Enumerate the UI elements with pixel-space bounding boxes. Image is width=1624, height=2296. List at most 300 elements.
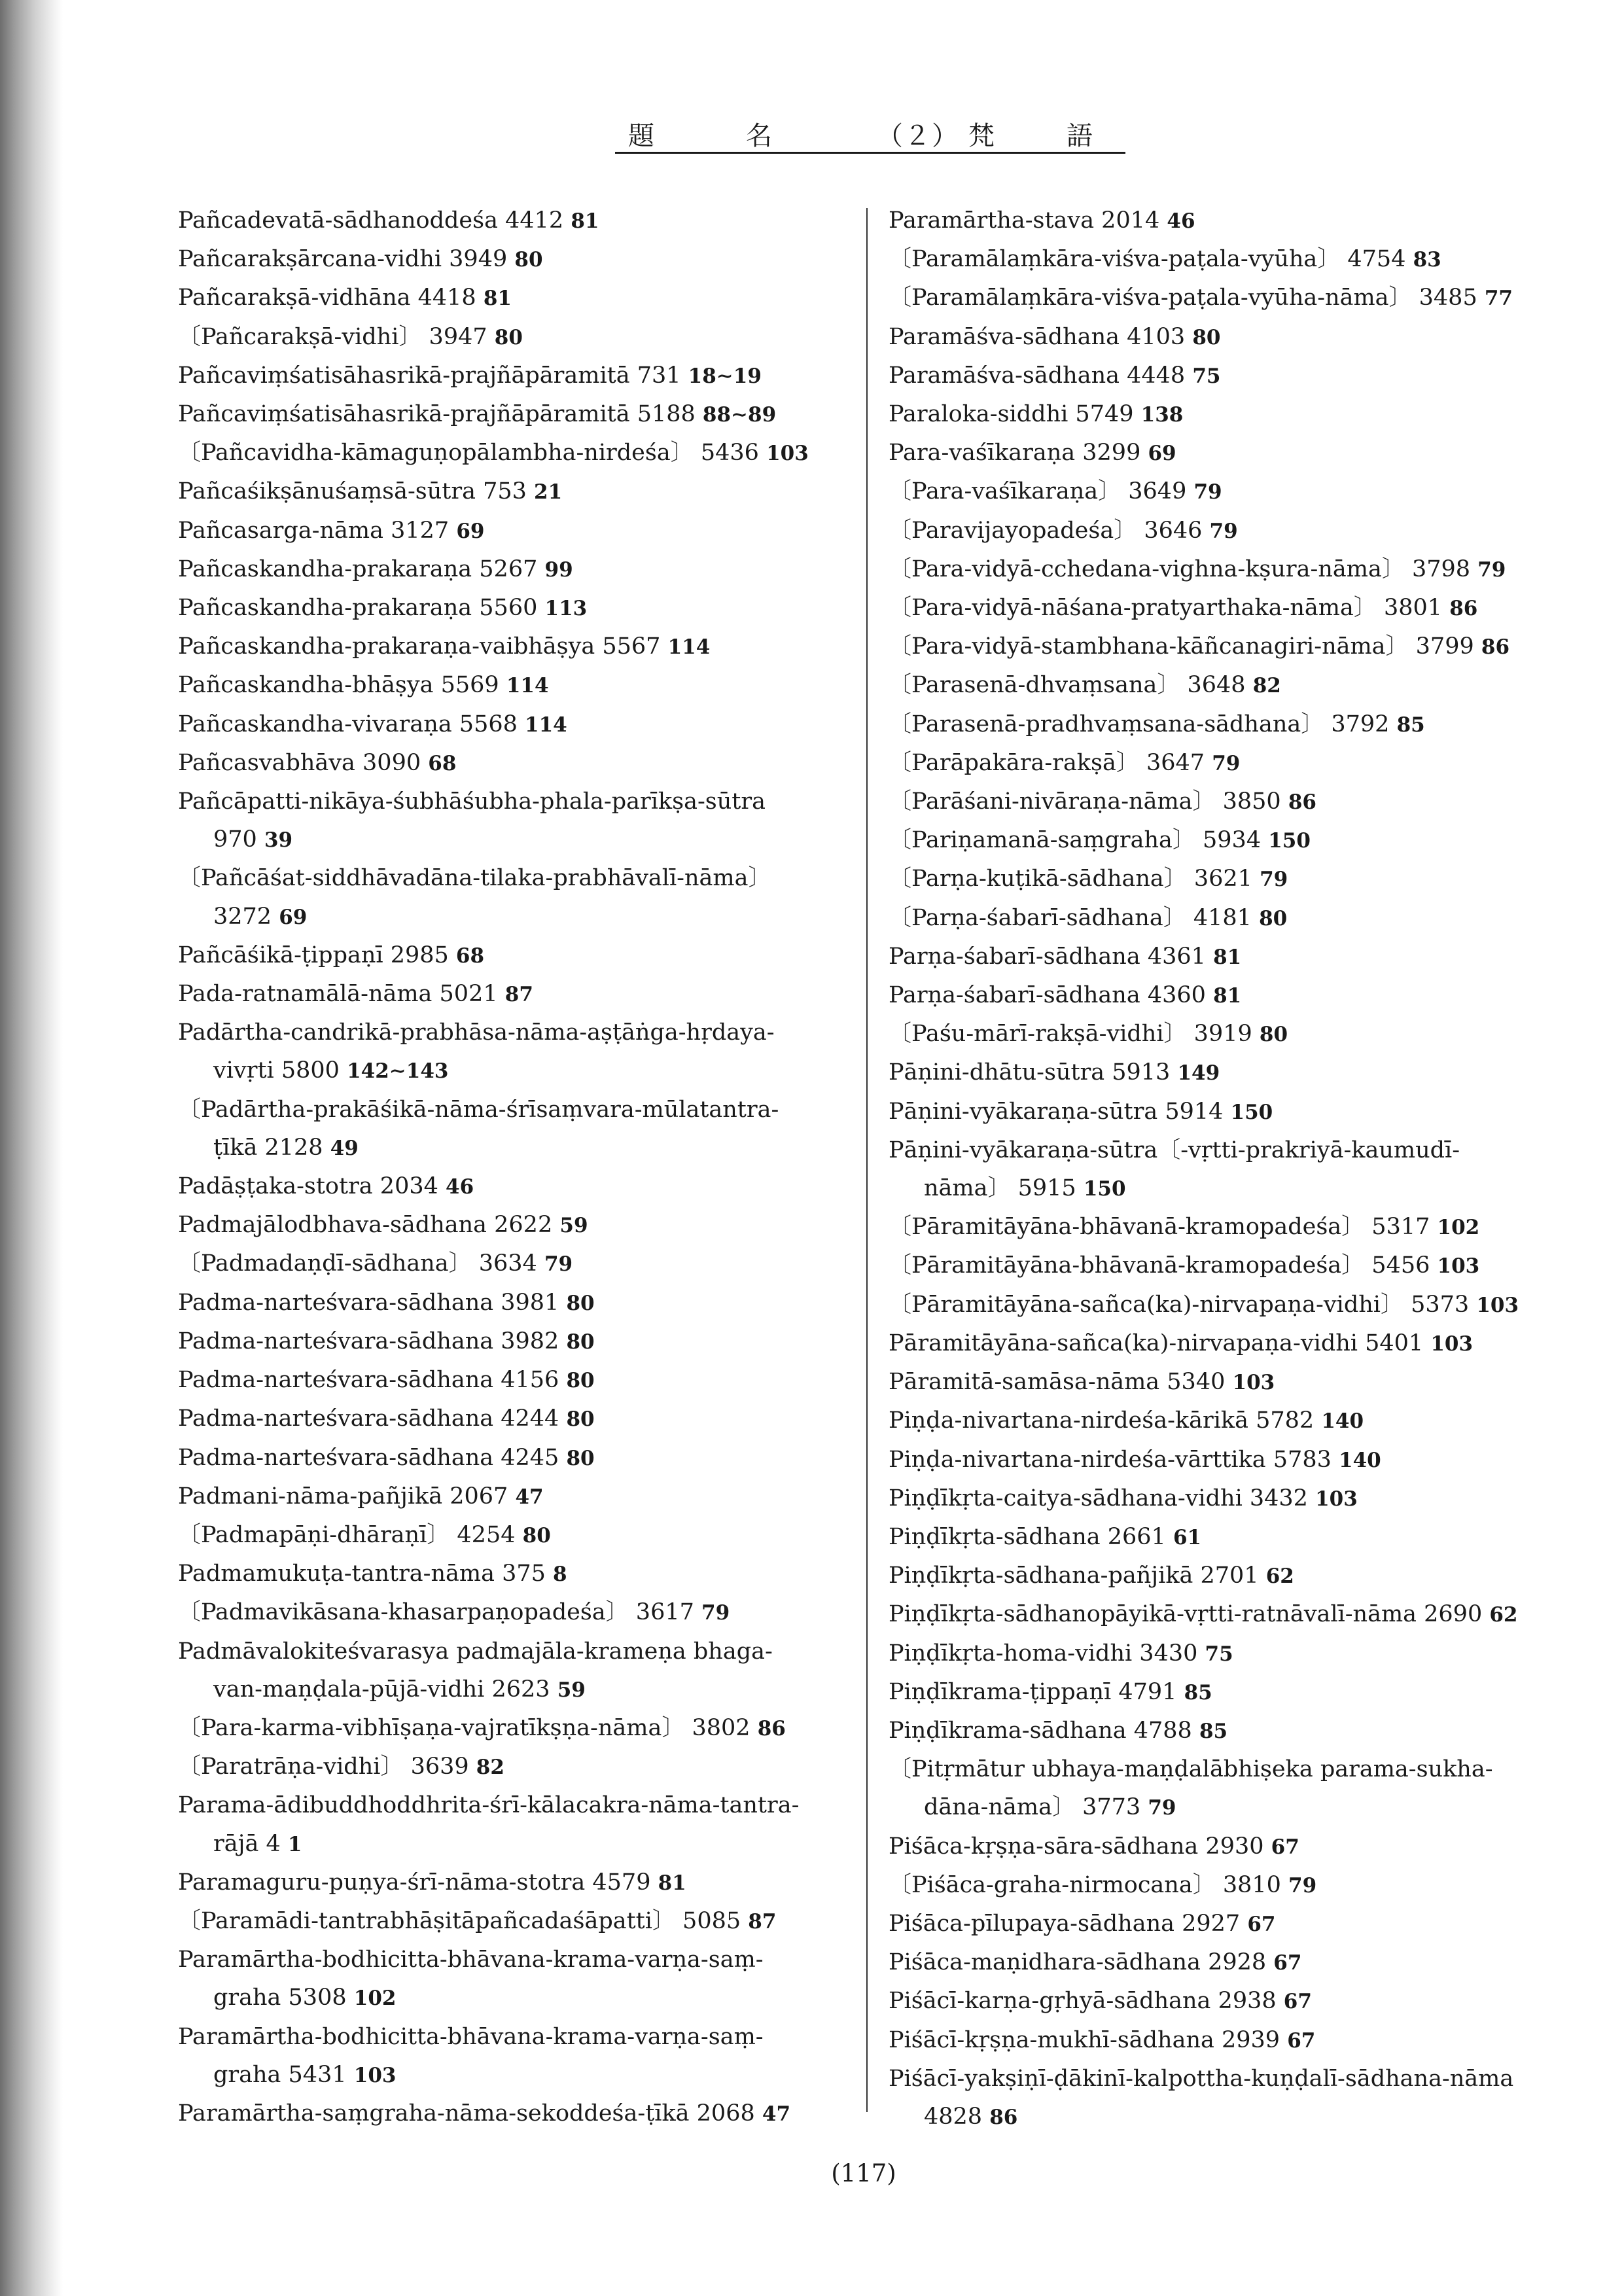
entry-page-number: 79 xyxy=(1288,1873,1317,1898)
index-entry xyxy=(889,1557,1557,1595)
index-entry xyxy=(889,1518,1557,1557)
entry-page-number: 80 xyxy=(522,1523,551,1547)
index-entry xyxy=(178,705,858,744)
index-entry xyxy=(889,1093,1557,1131)
entry-title: Piṇḍīkrama-sādhana 4788 xyxy=(889,1717,1192,1744)
entry-page-number: 39 xyxy=(264,828,293,853)
index-entry xyxy=(889,1131,1557,1169)
entry-title: 〔Parāśani-nivāraṇa-nāma〕 3850 xyxy=(889,788,1281,815)
entry-page-number: 68 xyxy=(428,751,457,775)
index-entry xyxy=(178,2094,858,2133)
entry-page-number: 80 xyxy=(1259,1023,1288,1047)
index-entry xyxy=(178,1786,858,1824)
index-entry xyxy=(889,1673,1557,1712)
entry-title: Piṇḍīkṛta-sādhana-pañjikā 2701 xyxy=(889,1563,1259,1589)
entry-page-number: 85 xyxy=(1199,1719,1228,1743)
entry-title: 〔Paramālaṃkāra-viśva-paṭala-vyūha〕 4754 xyxy=(889,246,1406,273)
header-section-number: （２） xyxy=(877,121,959,151)
index-entry-continuation xyxy=(178,1051,858,1090)
entry-title: Pañcaviṃśatisāhasrikā-prajñāpāramitā 5188 xyxy=(178,401,696,428)
entry-title: Padma-narteśvara-sādhana 3982 xyxy=(178,1328,559,1354)
entry-title: Para-vaśīkaraṇa 3299 xyxy=(889,440,1141,467)
entry-page-number: 103 xyxy=(1437,1254,1480,1279)
entry-page-number: 86 xyxy=(1481,635,1510,660)
index-entry-continuation xyxy=(889,1788,1557,1827)
entry-title: Piśācī-yakṣiṇī-ḍākinī-kalpottha-kuṇḍalī-sādhana-nāma xyxy=(889,2065,1514,2092)
entry-title: 〔Paramālaṃkāra-viśva-paṭala-vyūha-nāma〕 3485 xyxy=(889,285,1477,311)
header-section-char-1: 梵 xyxy=(968,121,996,151)
page-number: (117) xyxy=(831,2159,896,2187)
index-entry xyxy=(889,512,1557,550)
entry-title: ṭīkā 2128 xyxy=(213,1134,323,1161)
entry-page-number: 103 xyxy=(1476,1293,1519,1317)
entry-page-number: 75 xyxy=(1205,1642,1233,1666)
header-title-char-2: 名 xyxy=(746,121,773,151)
index-entry xyxy=(889,1866,1557,1905)
entry-page-number: 18∼19 xyxy=(688,364,762,388)
entry-title: Pañcadevatā-sādhanoddeśa 4412 xyxy=(178,207,564,234)
entry-page-number: 102 xyxy=(1437,1216,1480,1240)
index-entry xyxy=(178,318,858,357)
entry-page-number: 79 xyxy=(544,1252,573,1277)
entry-title: Paraloka-siddhi 5749 xyxy=(889,401,1134,428)
entry-page-number: 83 xyxy=(1413,248,1441,272)
index-entry xyxy=(889,1053,1557,1092)
entry-title: Padmani-nāma-pañjikā 2067 xyxy=(178,1483,508,1510)
entry-page-number: 103 xyxy=(1430,1332,1474,1356)
index-entry xyxy=(178,1167,858,1206)
entry-page-number: 59 xyxy=(559,1214,588,1238)
entry-page-number: 79 xyxy=(1148,1796,1176,1820)
index-entry xyxy=(178,1902,858,1941)
entry-page-number: 69 xyxy=(279,905,308,929)
entry-title: 〔Pariṇamanā-saṃgraha〕 5934 xyxy=(889,827,1262,854)
index-entry xyxy=(178,627,858,666)
index-entry xyxy=(178,240,858,279)
index-entry xyxy=(178,1400,858,1438)
entry-title: Piṇḍīkṛta-sādhanopāyikā-vṛtti-ratnāvalī-nāma 2690 xyxy=(889,1601,1483,1628)
index-entry xyxy=(889,395,1557,434)
entry-page-number: 47 xyxy=(515,1485,544,1509)
entry-page-number: 86 xyxy=(989,2105,1018,2129)
entry-title: Padāṣṭaka-stotra 2034 xyxy=(178,1173,438,1200)
entry-page-number: 103 xyxy=(766,442,809,466)
index-entry xyxy=(889,472,1557,511)
index-entry xyxy=(889,1402,1557,1440)
entry-page-number: 140 xyxy=(1321,1409,1364,1434)
index-entry xyxy=(178,783,858,821)
entry-page-number: 103 xyxy=(1232,1371,1275,1395)
entry-page-number: 80 xyxy=(566,1407,595,1432)
index-entry-continuation xyxy=(889,1169,1557,1208)
entry-page-number: 67 xyxy=(1273,1951,1302,1975)
entry-title: Piṇḍīkrama-ṭippaṇī 4791 xyxy=(889,1678,1177,1705)
index-entry xyxy=(889,1905,1557,1943)
index-entry xyxy=(889,589,1557,627)
index-entry xyxy=(889,899,1557,938)
entry-page-number: 149 xyxy=(1177,1061,1220,1086)
entry-title: Parṇa-śabarī-sādhana 4360 xyxy=(889,982,1206,1009)
entry-title: Pañcaskandha-vivaraṇa 5568 xyxy=(178,711,518,737)
index-entry xyxy=(178,472,858,511)
index-entry xyxy=(889,1634,1557,1673)
header-title-char-1: 題 xyxy=(628,121,656,151)
entry-title: Paramāśva-sādhana 4448 xyxy=(889,362,1186,389)
entry-title: Pāramitā-samāsa-nāma 5340 xyxy=(889,1369,1226,1396)
index-entry xyxy=(889,279,1557,317)
entry-title: Pañcaskandha-prakaraṇa 5267 xyxy=(178,556,538,582)
entry-title: 〔Para-vidyā-nāśana-pratyarthaka-nāma〕 3801 xyxy=(889,595,1443,622)
entry-page-number: 86 xyxy=(757,1716,786,1740)
entry-page-number: 1 xyxy=(287,1832,302,1856)
index-entry xyxy=(178,202,858,240)
entry-page-number: 81 xyxy=(1213,945,1242,969)
entry-page-number: 46 xyxy=(446,1175,474,1199)
index-entry xyxy=(178,1206,858,1245)
index-entry xyxy=(889,1595,1557,1634)
entry-title: 〔Paratrāṇa-vidhi〕 3639 xyxy=(178,1754,469,1780)
index-entry xyxy=(889,434,1557,472)
entry-page-number: 103 xyxy=(1315,1487,1358,1511)
entry-title: Paramāśva-sādhana 4103 xyxy=(889,323,1186,350)
index-entry xyxy=(178,1709,858,1748)
entry-page-number: 46 xyxy=(1167,209,1195,233)
entry-title: 〔Parṇa-kuṭikā-sādhana〕 3621 xyxy=(889,866,1252,892)
entry-page-number: 87 xyxy=(748,1909,777,1934)
entry-page-number: 67 xyxy=(1271,1835,1299,1859)
entry-title: vivṛti 5800 xyxy=(213,1057,340,1084)
entry-title: Pañcarakṣārcana-vidhi 3949 xyxy=(178,246,508,273)
entry-title: Piśācī-karṇa-gṛhyā-sādhana 2938 xyxy=(889,1988,1277,2015)
index-entry-continuation xyxy=(178,1129,858,1167)
entry-title: 〔Para-vidyā-stambhana-kāñcanagiri-nāma〕 3799 xyxy=(889,633,1474,660)
entry-page-number: 150 xyxy=(1083,1177,1126,1201)
entry-page-number: 80 xyxy=(514,248,543,272)
entry-title: Pañcāpatti-nikāya-śubhāśubha-phala-parīkṣa-sūtra xyxy=(178,788,766,815)
index-entry xyxy=(889,1982,1557,2021)
index-entry xyxy=(889,357,1557,395)
entry-page-number: 61 xyxy=(1173,1525,1202,1549)
entry-title: 〔Para-vaśīkaraṇa〕 3649 xyxy=(889,478,1187,505)
entry-page-number: 80 xyxy=(566,1291,595,1315)
index-entry xyxy=(889,860,1557,898)
entry-page-number: 81 xyxy=(658,1871,686,1895)
index-entry xyxy=(889,240,1557,279)
entry-title: graha 5431 xyxy=(213,2061,347,2088)
entry-title: Pañcaskandha-prakaraṇa 5560 xyxy=(178,595,538,622)
entry-title: Pañcasarga-nāma 3127 xyxy=(178,517,450,544)
index-entry xyxy=(889,1828,1557,1866)
index-entry xyxy=(889,1712,1557,1750)
entry-page-number: 88∼89 xyxy=(702,403,777,427)
entry-title: Padma-narteśvara-sādhana 4244 xyxy=(178,1405,559,1432)
entry-title: 〔Pañcarakṣā-vidhi〕 3947 xyxy=(178,323,487,350)
index-entry xyxy=(178,1748,858,1786)
index-entry xyxy=(178,1863,858,1902)
entry-page-number: 140 xyxy=(1339,1448,1381,1472)
index-entry xyxy=(889,1441,1557,1479)
index-entry xyxy=(178,1593,858,1632)
entry-title: Padma-narteśvara-sādhana 4156 xyxy=(178,1367,559,1394)
index-entry xyxy=(178,395,858,434)
index-entry xyxy=(889,705,1557,744)
index-entry xyxy=(178,279,858,317)
index-entry xyxy=(889,1286,1557,1324)
entry-title: 〔Parṇa-śabarī-sādhana〕 4181 xyxy=(889,904,1252,931)
index-entry xyxy=(178,512,858,550)
index-entry xyxy=(178,1245,858,1283)
entry-page-number: 77 xyxy=(1484,287,1513,311)
entry-page-number: 79 xyxy=(1477,557,1506,582)
entry-page-number: 8 xyxy=(553,1563,567,1587)
index-entry xyxy=(889,666,1557,705)
entry-title: Piśāca-maṇidhara-sādhana 2928 xyxy=(889,1949,1267,1976)
entry-title: 〔Pañcavidha-kāmaguṇopālambha-nirdeśa〕 5436 xyxy=(178,440,759,467)
index-entry xyxy=(889,1363,1557,1402)
entry-page-number: 49 xyxy=(330,1136,359,1160)
index-entry xyxy=(178,1439,858,1477)
entry-title: 〔Para-karma-vibhīṣaṇa-vajratīkṣṇa-nāma〕 3802 xyxy=(178,1714,750,1741)
entry-page-number: 103 xyxy=(353,2063,397,2087)
entry-page-number: 59 xyxy=(557,1678,586,1702)
entry-title: Paramārtha-bodhicitta-bhāvana-krama-varṇa-saṃ- xyxy=(178,2023,764,2050)
index-entry xyxy=(178,744,858,783)
entry-page-number: 85 xyxy=(1396,713,1425,737)
entry-title: Padma-narteśvara-sādhana 4245 xyxy=(178,1444,559,1471)
entry-title: 3272 xyxy=(213,903,272,930)
index-entry xyxy=(178,1477,858,1516)
header-section-char-2: 語 xyxy=(1067,121,1094,151)
scan-edge-shadow xyxy=(0,0,63,2296)
entry-title: Piṇḍa-nivartana-nirdeśa-kārikā 5782 xyxy=(889,1407,1315,1434)
column-divider xyxy=(866,208,868,2112)
entry-page-number: 47 xyxy=(762,2102,791,2126)
index-entry xyxy=(889,1246,1557,1285)
entry-page-number: 113 xyxy=(544,597,588,621)
entry-page-number: 81 xyxy=(571,209,599,233)
entry-page-number: 79 xyxy=(1209,519,1238,543)
index-entry xyxy=(178,1555,858,1593)
index-entry-continuation xyxy=(889,2098,1557,2136)
entry-title: 〔Padmapāṇi-dhāraṇī〕 4254 xyxy=(178,1521,516,1548)
entry-title: 〔Pāramitāyāna-sañca(ka)-nirvapaṇa-vidhi〕 5373 xyxy=(889,1291,1470,1318)
index-entry xyxy=(889,1324,1557,1363)
entry-title: dāna-nāma〕 3773 xyxy=(924,1794,1141,1821)
entry-page-number: 79 xyxy=(701,1601,730,1625)
entry-page-number: 138 xyxy=(1140,403,1184,427)
index-entry xyxy=(178,975,858,1014)
entry-page-number: 67 xyxy=(1283,1990,1312,2014)
entry-page-number: 99 xyxy=(544,557,573,582)
entry-title: Parama-ādibuddhoddhrita-śrī-kālacakra-nāma-tantra- xyxy=(178,1792,800,1819)
index-entry xyxy=(889,938,1557,976)
index-entry xyxy=(889,318,1557,357)
index-entry xyxy=(889,783,1557,821)
index-entry-continuation xyxy=(178,898,858,936)
entry-title: Piṇḍīkṛta-sādhana 2661 xyxy=(889,1523,1166,1550)
entry-page-number: 80 xyxy=(566,1330,595,1354)
entry-page-number: 80 xyxy=(1192,325,1221,349)
entry-title: 970 xyxy=(213,826,257,853)
index-entry xyxy=(889,1015,1557,1053)
entry-page-number: 80 xyxy=(566,1446,595,1470)
entry-page-number: 80 xyxy=(566,1369,595,1393)
right-index-column xyxy=(889,202,1557,2136)
entry-page-number: 68 xyxy=(455,944,485,968)
entry-page-number: 102 xyxy=(353,1987,397,2011)
entry-page-number: 62 xyxy=(1265,1564,1294,1589)
entry-page-number: 150 xyxy=(1268,829,1311,853)
entry-title: Pañcaskandha-bhāṣya 5569 xyxy=(178,672,499,699)
index-entry xyxy=(178,1941,858,1979)
index-entry xyxy=(889,202,1557,240)
entry-title: Pañcaskandha-prakaraṇa-vaibhāṣya 5567 xyxy=(178,633,661,660)
index-entry xyxy=(178,1284,858,1322)
index-entry xyxy=(889,2060,1557,2098)
entry-title: Pañcasvabhāva 3090 xyxy=(178,749,421,776)
entry-title: Piśāca-kṛṣṇa-sāra-sādhana 2930 xyxy=(889,1833,1264,1860)
index-entry xyxy=(178,859,858,897)
index-entry xyxy=(889,1943,1557,1982)
entry-title: 〔Padmadaṇḍī-sādhana〕 3634 xyxy=(178,1250,537,1277)
index-entry xyxy=(178,1014,858,1051)
entry-page-number: 69 xyxy=(456,519,485,543)
entry-title: 〔Para-vidyā-cchedana-vighna-kṣura-nāma〕 3798 xyxy=(889,556,1471,582)
entry-page-number: 114 xyxy=(525,713,567,737)
entry-title: 〔Paravijayopadeśa〕 3646 xyxy=(889,517,1203,544)
index-entry xyxy=(889,627,1557,666)
entry-title: Padmajālodbhava-sādhana 2622 xyxy=(178,1212,553,1239)
entry-title: Piśāca-pīlupaya-sādhana 2927 xyxy=(889,1910,1241,1937)
index-entry-continuation xyxy=(178,1670,858,1709)
index-entry xyxy=(889,1479,1557,1518)
entry-title: Pañcaśikṣānuśaṃsā-sūtra 753 xyxy=(178,478,527,505)
entry-title: Piṇḍīkṛta-caitya-sādhana-vidhi 3432 xyxy=(889,1485,1308,1511)
index-entry xyxy=(178,550,858,589)
index-entry xyxy=(178,434,858,472)
entry-title: Paramārtha-saṃgraha-nāma-sekoddeśa-ṭīkā 2068 xyxy=(178,2100,755,2127)
index-entry xyxy=(889,550,1557,589)
entry-page-number: 82 xyxy=(1252,674,1281,698)
index-entry xyxy=(178,357,858,395)
entry-page-number: 79 xyxy=(1212,751,1241,775)
entry-title: van-maṇḍala-pūjā-vidhi 2623 xyxy=(213,1676,550,1703)
entry-title: graha 5308 xyxy=(213,1985,347,2011)
entry-page-number: 75 xyxy=(1192,364,1221,388)
entry-page-number: 85 xyxy=(1184,1680,1212,1704)
entry-title: 〔Parasenā-pradhvaṃsana-sādhana〕 3792 xyxy=(889,711,1390,737)
entry-page-number: 114 xyxy=(667,635,711,660)
index-entry xyxy=(178,589,858,627)
entry-title: Paramārtha-stava 2014 xyxy=(889,207,1160,234)
entry-title: Pāṇini-vyākaraṇa-sūtra 5914 xyxy=(889,1098,1224,1125)
entry-page-number: 86 xyxy=(1288,790,1316,815)
entry-page-number: 142∼143 xyxy=(347,1059,449,1084)
entry-title: 〔Pañcāśat-siddhāvadāna-tilaka-prabhāvalī-nāma〕 xyxy=(178,865,771,892)
entry-title: rājā 4 xyxy=(213,1830,281,1857)
entry-title: 〔Padārtha-prakāśikā-nāma-śrīsaṃvara-mūlatantra- xyxy=(178,1096,779,1123)
entry-page-number: 81 xyxy=(1213,984,1242,1008)
index-entry xyxy=(178,1091,858,1129)
index-entry xyxy=(889,744,1557,783)
index-entry xyxy=(889,1208,1557,1246)
entry-page-number: 62 xyxy=(1489,1603,1518,1627)
entry-page-number: 86 xyxy=(1449,597,1478,621)
page-header xyxy=(615,115,1125,154)
entry-page-number: 87 xyxy=(504,983,533,1007)
index-entry xyxy=(889,2021,1557,2060)
entry-page-number: 67 xyxy=(1287,2028,1316,2053)
entry-title: 〔Paramādi-tantrabhāṣitāpañcadaśāpatti〕 5085 xyxy=(178,1907,741,1934)
entry-title: Piṇḍīkṛta-homa-vidhi 3430 xyxy=(889,1640,1198,1667)
entry-page-number: 21 xyxy=(534,480,563,504)
index-entry xyxy=(178,1633,858,1670)
entry-page-number: 81 xyxy=(483,287,512,311)
index-entry-continuation xyxy=(178,821,858,859)
entry-title: 〔Parāpakāra-rakṣā〕 3647 xyxy=(889,749,1205,776)
entry-title: Pāṇini-vyākaraṇa-sūtra〔-vṛtti-prakriyā-kaumudī- xyxy=(889,1137,1460,1163)
entry-title: Pada-ratnamālā-nāma 5021 xyxy=(178,981,498,1008)
entry-title: Pāramitāyāna-sañca(ka)-nirvapaṇa-vidhi 5401 xyxy=(889,1330,1424,1356)
entry-title: Pañcarakṣā-vidhāna 4418 xyxy=(178,285,476,311)
entry-title: Padmamukuṭa-tantra-nāma 375 xyxy=(178,1561,546,1587)
entry-title: Paramārtha-bodhicitta-bhāvana-krama-varṇa-saṃ- xyxy=(178,1947,764,1973)
entry-title: Padmāvalokiteśvarasya padmajāla-krameṇa bhaga- xyxy=(178,1638,773,1665)
entry-title: Parṇa-śabarī-sādhana 4361 xyxy=(889,943,1206,970)
entry-title: 〔Pāramitāyāna-bhāvanā-kramopadeśa〕 5456 xyxy=(889,1252,1430,1279)
entry-title: Padārtha-candrikā-prabhāsa-nāma-aṣṭāṅga-hṛdaya- xyxy=(178,1019,775,1046)
index-entry xyxy=(178,936,858,975)
index-entry xyxy=(178,1322,858,1361)
index-entry-continuation xyxy=(178,1979,858,2017)
entry-page-number: 114 xyxy=(506,674,549,698)
entry-title: 4828 xyxy=(924,2103,983,2130)
index-entry xyxy=(178,2018,858,2056)
index-entry xyxy=(178,666,858,705)
entry-page-number: 150 xyxy=(1230,1100,1273,1124)
entry-page-number: 79 xyxy=(1260,868,1288,892)
entry-page-number: 80 xyxy=(1259,906,1288,930)
entry-title: 〔Padmavikāsana-khasarpaṇopadeśa〕 3617 xyxy=(178,1599,694,1626)
index-entry xyxy=(889,1750,1557,1788)
index-entry-continuation xyxy=(178,1825,858,1863)
entry-title: 〔Pitṛmātur ubhaya-maṇḍalābhiṣeka parama-sukha- xyxy=(889,1756,1493,1783)
index-entry xyxy=(178,1516,858,1555)
entry-title: Pāṇini-dhātu-sūtra 5913 xyxy=(889,1059,1171,1086)
index-entry xyxy=(889,821,1557,860)
entry-title: Paramaguru-puṇya-śrī-nāma-stotra 4579 xyxy=(178,1869,651,1896)
entry-title: 〔Pāramitāyāna-bhāvanā-kramopadeśa〕 5317 xyxy=(889,1214,1430,1241)
entry-title: 〔Parasenā-dhvaṃsana〕 3648 xyxy=(889,672,1246,699)
entry-title: nāma〕 5915 xyxy=(924,1175,1076,1202)
entry-title: 〔Paśu-mārī-rakṣā-vidhi〕 3919 xyxy=(889,1021,1252,1048)
index-entry xyxy=(178,1361,858,1400)
entry-page-number: 82 xyxy=(476,1756,504,1780)
entry-title: 〔Piśāca-graha-nirmocana〕 3810 xyxy=(889,1871,1281,1898)
entry-page-number: 80 xyxy=(494,325,523,349)
entry-title: Piṇḍa-nivartana-nirdeśa-vārttika 5783 xyxy=(889,1446,1332,1473)
entry-title: Pañcāśikā-ṭippaṇī 2985 xyxy=(178,942,449,968)
index-entry xyxy=(889,976,1557,1015)
entry-title: Padma-narteśvara-sādhana 3981 xyxy=(178,1289,559,1316)
entry-page-number: 79 xyxy=(1193,480,1222,504)
left-index-column xyxy=(178,202,858,2133)
entry-page-number: 67 xyxy=(1247,1912,1276,1936)
index-entry-continuation xyxy=(178,2056,858,2094)
entry-title: Pañcaviṃśatisāhasrikā-prajñāpāramitā 731 xyxy=(178,362,681,389)
entry-page-number: 69 xyxy=(1148,442,1176,466)
entry-title: Piśācī-kṛṣṇa-mukhī-sādhana 2939 xyxy=(889,2026,1280,2053)
